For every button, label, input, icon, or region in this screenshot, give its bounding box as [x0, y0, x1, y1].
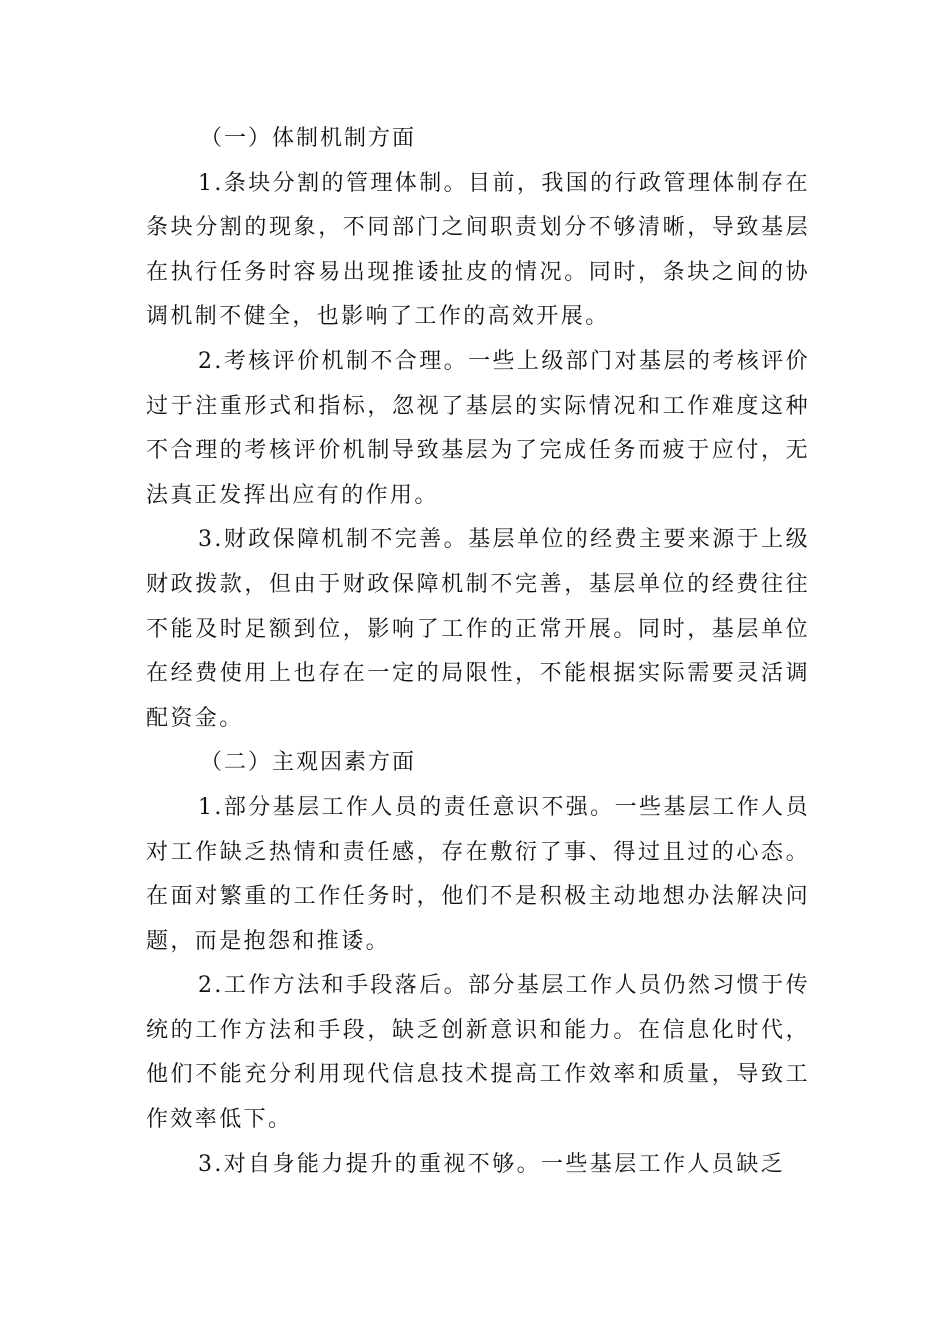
section-1-paragraph-3: 3.财政保障机制不完善。基层单位的经费主要来源于上级财政拨款，但由于财政保障机制不完善，基层单位的经费往往不能及时足额到位，影响了工作的正常开展。同时，基层单位在经费使用上也存在一定的局限性，不能根据实际需要灵活调配资金。 [146, 527, 810, 731]
section-heading-2: （二）主观因素方面 [200, 750, 417, 776]
section-2-paragraph-2: 2.工作方法和手段落后。部分基层工作人员仍然习惯于传统的工作方法和手段，缺乏创新意识和能力。在信息化时代，他们不能充分利用现代信息技术提高工作效率和质量，导致工作效率低下。 [146, 973, 810, 1133]
section-2-paragraph-1: 1.部分基层工作人员的责任意识不强。一些基层工作人员对工作缺乏热情和责任感，存在敷衍了事、得过且过的心态。在面对繁重的工作任务时，他们不是积极主动地想办法解决问题，而是抱怨和推诿。 [146, 794, 810, 954]
section-1-paragraph-2: 2.考核评价机制不合理。一些上级部门对基层的考核评价过于注重形式和指标，忽视了基层的实际情况和工作难度这种不合理的考核评价机制导致基层为了完成任务而疲于应付，无法真正发挥出应有的作用。 [146, 348, 810, 508]
document-body [146, 117, 810, 1187]
section-2-paragraph-3: 3.对自身能力提升的重视不够。一些基层工作人员缺乏 [198, 1151, 785, 1177]
section-1-paragraph-1: 1.条块分割的管理体制。目前，我国的行政管理体制存在条块分割的现象，不同部门之间职责划分不够清晰，导致基层在执行任务时容易出现推诿扯皮的情况。同时，条块之间的协调机制不健全，也影响了工作的高效开展。 [146, 170, 810, 330]
section-heading-1: （一）体制机制方面 [200, 126, 417, 151]
